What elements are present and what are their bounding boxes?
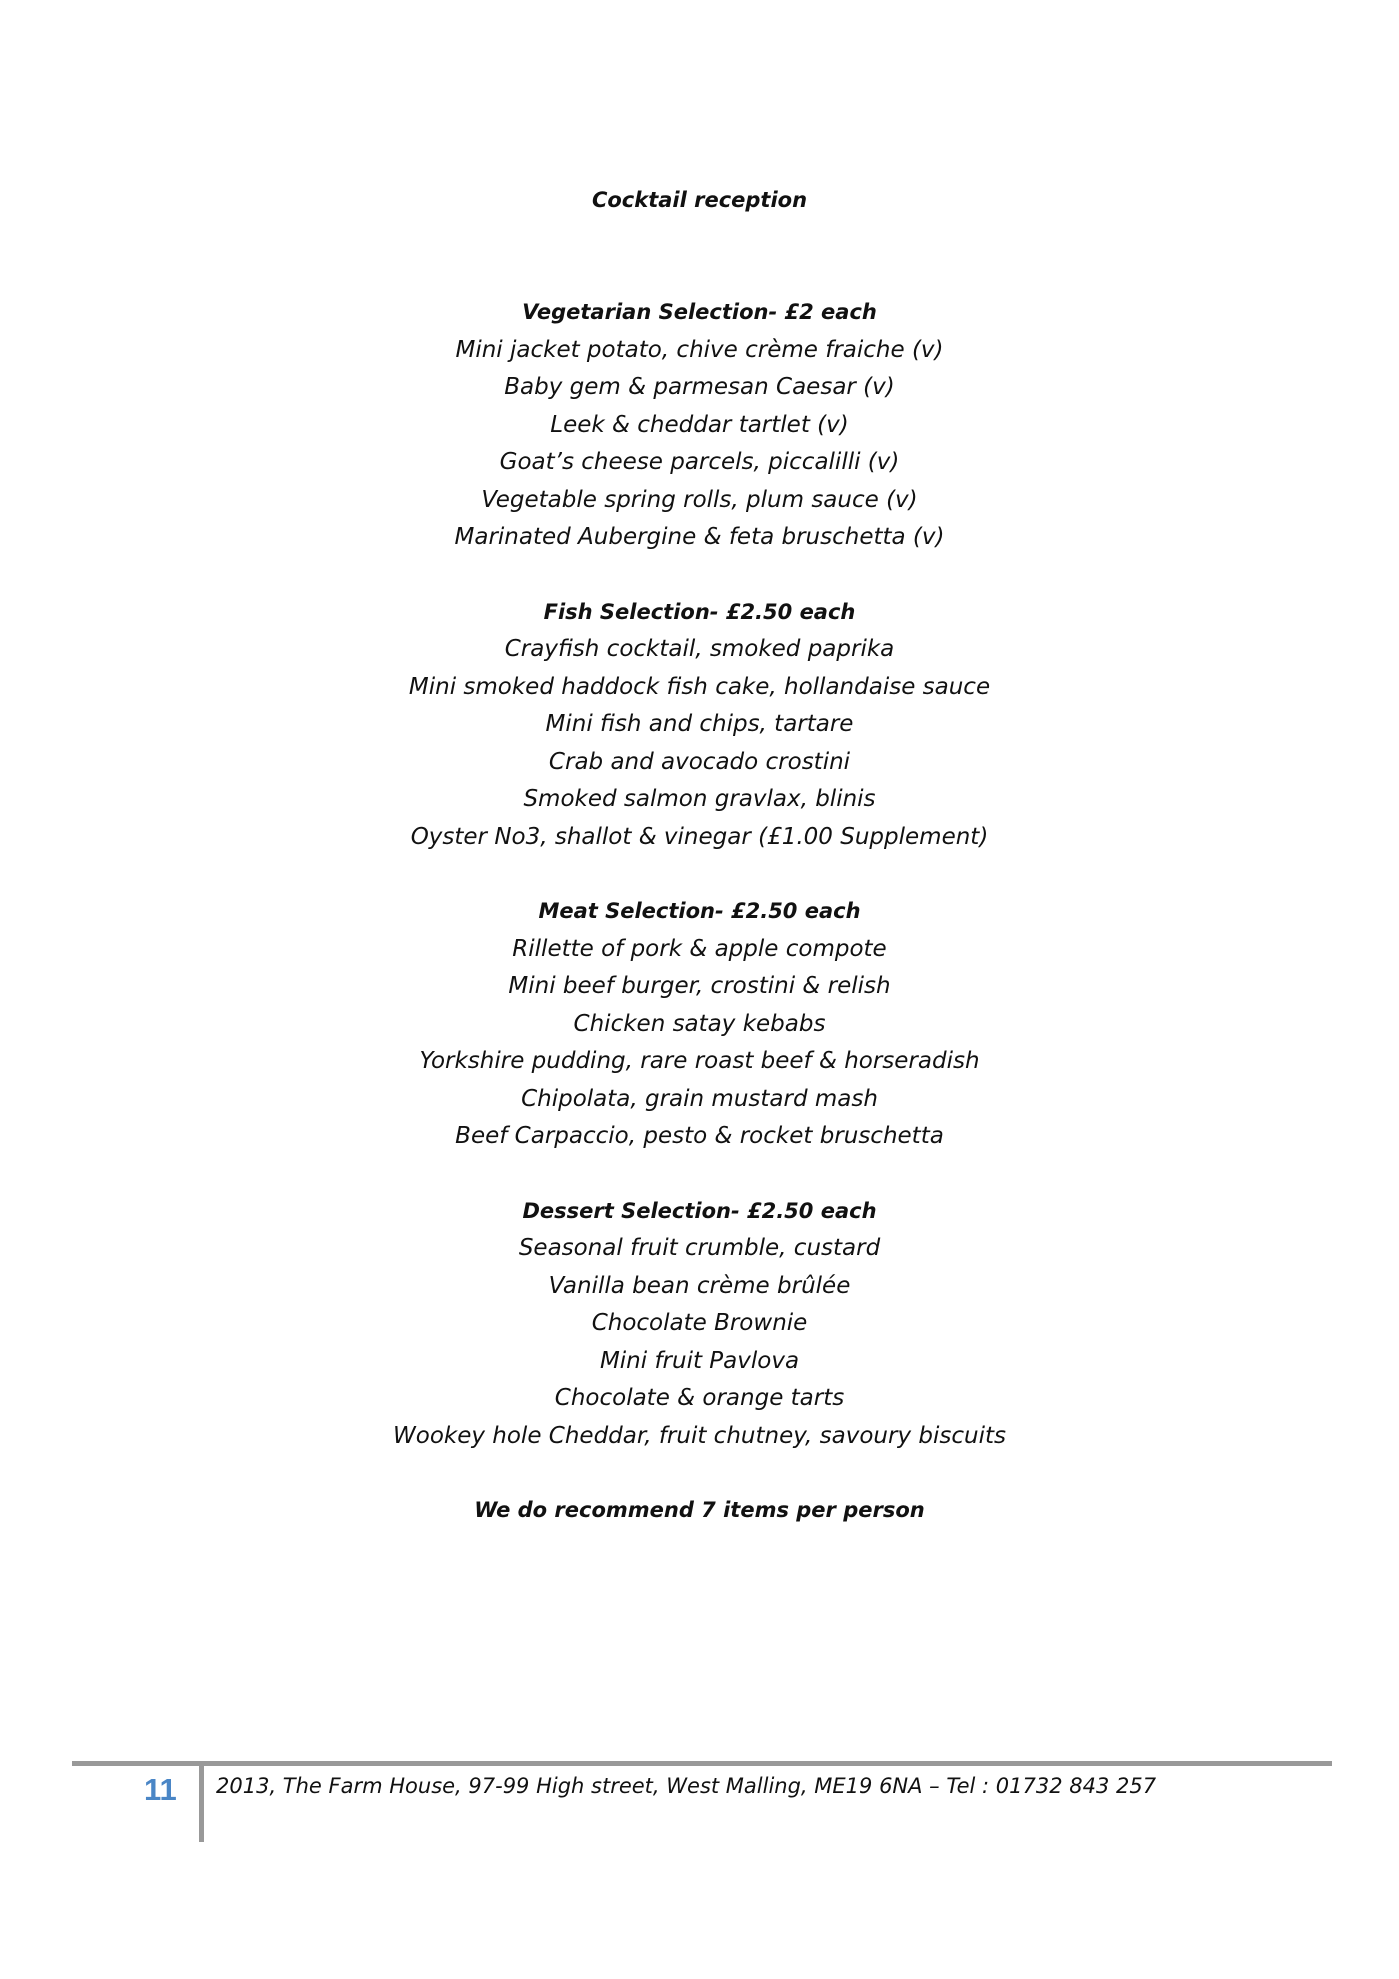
- page-number: 11: [144, 1772, 177, 1807]
- dessert-section: [0, 1193, 1399, 1456]
- menu-item-list: [0, 332, 1399, 557]
- menu-body: [0, 294, 1399, 1530]
- menu-item: Seasonal fruit crumble, custard: [518, 1235, 881, 1261]
- section-heading: Meat Selection- £2.50 each: [538, 899, 861, 923]
- menu-item: Rillette of pork & apple compote: [512, 935, 887, 962]
- section-heading: Vegetarian Selection- £2 each: [522, 300, 877, 324]
- menu-item: Mini fruit Pavlova: [599, 1347, 800, 1374]
- section-heading: Dessert Selection- £2.50 each: [522, 1198, 877, 1223]
- menu-item: Baby gem & parmesan Caesar (v): [504, 374, 895, 400]
- menu-item-list: [0, 931, 1399, 1156]
- menu-item: Mini beef burger, crostini & relish: [508, 973, 891, 999]
- menu-item: Chocolate Brownie: [591, 1310, 808, 1336]
- menu-item: Beef Carpaccio, pesto & rocket bruschetta: [455, 1123, 944, 1149]
- menu-item: Goat’s cheese parcels, piccalilli (v): [499, 449, 900, 475]
- footer-address: 2013, The Farm House, 97-99 High street, West Malling, ME19 6NA – Tel : 01732 843 257: [216, 1774, 1157, 1798]
- menu-item: Yorkshire pudding, rare roast beef & horseradish: [419, 1048, 980, 1074]
- menu-item: Smoked salmon gravlax, blinis: [523, 786, 876, 812]
- menu-item: Mini jacket potato, chive crème fraiche (v): [455, 336, 944, 363]
- menu-item: Crab and avocado crostini: [548, 748, 851, 775]
- menu-item: Leek & cheddar tartlet (v): [550, 411, 849, 438]
- section-heading: Fish Selection- £2.50 each: [543, 599, 856, 624]
- menu-item: Marinated Aubergine & feta bruschetta (v): [454, 524, 945, 550]
- menu-item: Chocolate & orange tarts: [554, 1385, 845, 1411]
- menu-item: Vegetable spring rolls, plum sauce (v): [481, 486, 918, 513]
- footer-divider: [199, 1764, 204, 1842]
- footer-rule: [72, 1761, 1332, 1766]
- menu-item: Mini fish and chips, tartare: [545, 711, 854, 737]
- menu-item: Chipolata, grain mustard mash: [521, 1085, 878, 1112]
- page-title: Cocktail reception: [591, 188, 808, 212]
- menu-item: Vanilla bean crème brûlée: [548, 1272, 851, 1299]
- menu-item: Mini smoked haddock fish cake, hollandaise sauce: [408, 673, 991, 700]
- menu-item-list: [0, 631, 1399, 856]
- recommendation-note: We do recommend 7 items per person: [474, 1498, 925, 1522]
- menu-item: Wookey hole Cheddar, fruit chutney, savoury biscuits: [393, 1422, 1006, 1449]
- menu-item: Oyster No3, shallot & vinegar (£1.00 Supplement): [410, 823, 989, 850]
- meat-section: [0, 893, 1399, 1156]
- menu-item: Crayfish cocktail, smoked paprika: [504, 636, 895, 662]
- menu-item: Chicken satay kebabs: [573, 1010, 826, 1037]
- menu-item-list: [0, 1230, 1399, 1455]
- fish-section: [0, 594, 1399, 857]
- vegetarian-section: [0, 294, 1399, 557]
